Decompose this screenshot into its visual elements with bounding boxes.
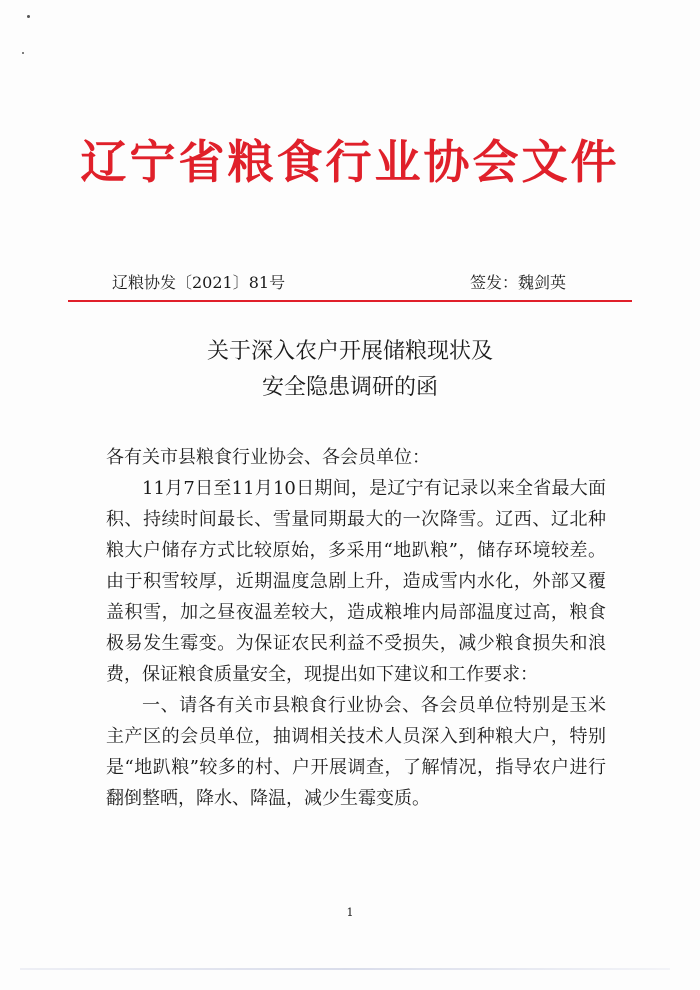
salutation: 各有关市县粮食行业协会、各会员单位：: [106, 447, 430, 468]
page-number: 1: [346, 906, 354, 919]
paragraph-item-one: 一、请各有关市县粮食行业协会、各会员单位特别是玉米主产区的会员单位，抽调相关技术人员深入到种粮大户，特别是“地趴粮”较多的村、户开展调查，了解情况，指导农户进行翻倒整晒，降水、降温，减少生霉变质。: [106, 695, 606, 809]
scan-speck: [27, 15, 30, 18]
scan-streak: [20, 968, 670, 970]
document-number: 辽粮协发〔2021〕81号: [112, 273, 286, 292]
red-divider-line: [68, 300, 632, 302]
paragraph-intro: 11月7日至11月10日期间，是辽宁有记录以来全省最大面积、持续时间最长、雪量同期最大的一次降雪。辽西、辽北种粮大户储存方式比较原始，多采用“地趴粮”，储存环境较差。由于积雪较厚，近期温度急剧上升，造成雪内水化，外部又覆盖积雪，加之昼夜温差较大，造成粮堆内局部温度过高，粮食极易发生霉变。为保证农民利益不受损失，减少粮食损失和浪费，保证粮食质量安全，现提出如下建议和工作要求：: [106, 478, 606, 685]
document-body: [106, 442, 606, 814]
org-header: 辽宁省粮食行业协会文件: [80, 135, 620, 189]
document-title-line1: 关于深入农户开展储粮现状及: [206, 339, 493, 364]
scan-speck: [22, 52, 24, 54]
signatory: 签发：魏剑英: [470, 273, 567, 292]
document-title-line2: 安全隐患调研的函: [261, 375, 438, 400]
